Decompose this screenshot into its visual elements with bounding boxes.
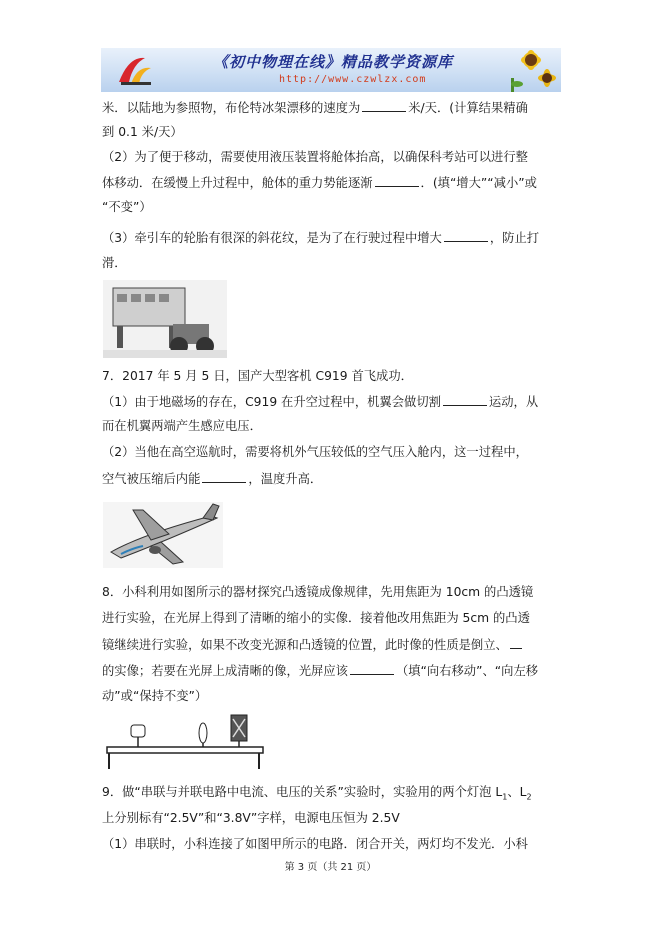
text-line: 空气被压缩后内能 ，温度升高． — [102, 472, 323, 486]
page-footer: 第 3 页（共 21 页） — [284, 862, 377, 873]
answer-blank[interactable] — [375, 174, 419, 187]
text-line: 滑． — [102, 256, 127, 270]
text-line: （1）由于地磁场的存在，C919 在升空过程中，机翼会做切割 运动，从 — [102, 395, 539, 409]
answer-blank[interactable] — [510, 636, 522, 649]
text-line: 米．以陆地为参照物，布伦特冰架漂移的速度为 米/天．(计算结果精确 — [102, 101, 528, 115]
question-8-title: 8．小科利用如图所示的器材探究凸透镜成像规律，先用焦距为 10cm 的凸透镜 — [102, 585, 534, 599]
text-line: “不变”） — [102, 200, 152, 214]
text-line: （2）当他在高空巡航时，需要将机外气压较低的空气压入舱内，这一过程中， — [102, 445, 528, 459]
text-line: （3）牵引车的轮胎有很深的斜花纹，是为了在行驶过程中增大 ，防止打 — [102, 231, 540, 245]
answer-blank[interactable] — [202, 470, 246, 483]
answer-blank[interactable] — [362, 99, 406, 112]
text-line: （2）为了便于移动，需要使用液压装置将舱体抬高，以确保科考站可以进行整 — [102, 150, 528, 164]
optical-bench-figure — [103, 711, 269, 775]
text-line: 上分别标有“2.5V”和“3.8V”字样，电源电压恒为 2.5V — [102, 811, 400, 825]
text-line: 进行实验，在光屏上得到了清晰的缩小的实像．接着他改用焦距为 5cm 的凸透 — [102, 611, 530, 625]
banner-title: 《初中物理在线》精品教学资源库 — [213, 53, 454, 71]
text-line: （1）串联时，小科连接了如图甲所示的电路．闭合开关，两灯均不发光．小科 — [102, 837, 528, 851]
sunflower-icon — [491, 48, 561, 92]
answer-blank[interactable] — [350, 662, 394, 675]
banner-url: http://www.czwlzx.com — [279, 74, 427, 85]
text-line: 到 0.1 米/天） — [102, 125, 183, 139]
answer-blank[interactable] — [443, 393, 487, 406]
question-7-title: 7．2017 年 5 月 5 日，国产大型客机 C919 首飞成功． — [102, 369, 413, 383]
text-line: 动”或“保持不变”） — [102, 689, 208, 703]
question-9-title: 9．做“串联与并联电路中电流、电压的关系”实验时，实验用的两个灯泡 $L_1$、$L_2$ — [102, 785, 532, 802]
site-logo-icon — [115, 52, 155, 88]
text-line: 镜继续进行实验，如果不改变光源和凸透镜的位置，此时像的性质是倒立、 — [102, 636, 524, 653]
c919-aircraft-figure — [103, 502, 223, 568]
text-line: 的实像；若要在光屏上成清晰的像，光屏应该 （填“向右移动”、“向左移 — [102, 664, 539, 678]
research-station-figure — [103, 280, 227, 358]
text-line: 而在机翼两端产生感应电压． — [102, 419, 262, 433]
answer-blank[interactable] — [444, 229, 488, 242]
text-line: 体移动．在缓慢上升过程中，舱体的重力势能逐渐 ．(填“增大”“减小”或 — [102, 176, 537, 190]
header-banner — [101, 48, 561, 92]
